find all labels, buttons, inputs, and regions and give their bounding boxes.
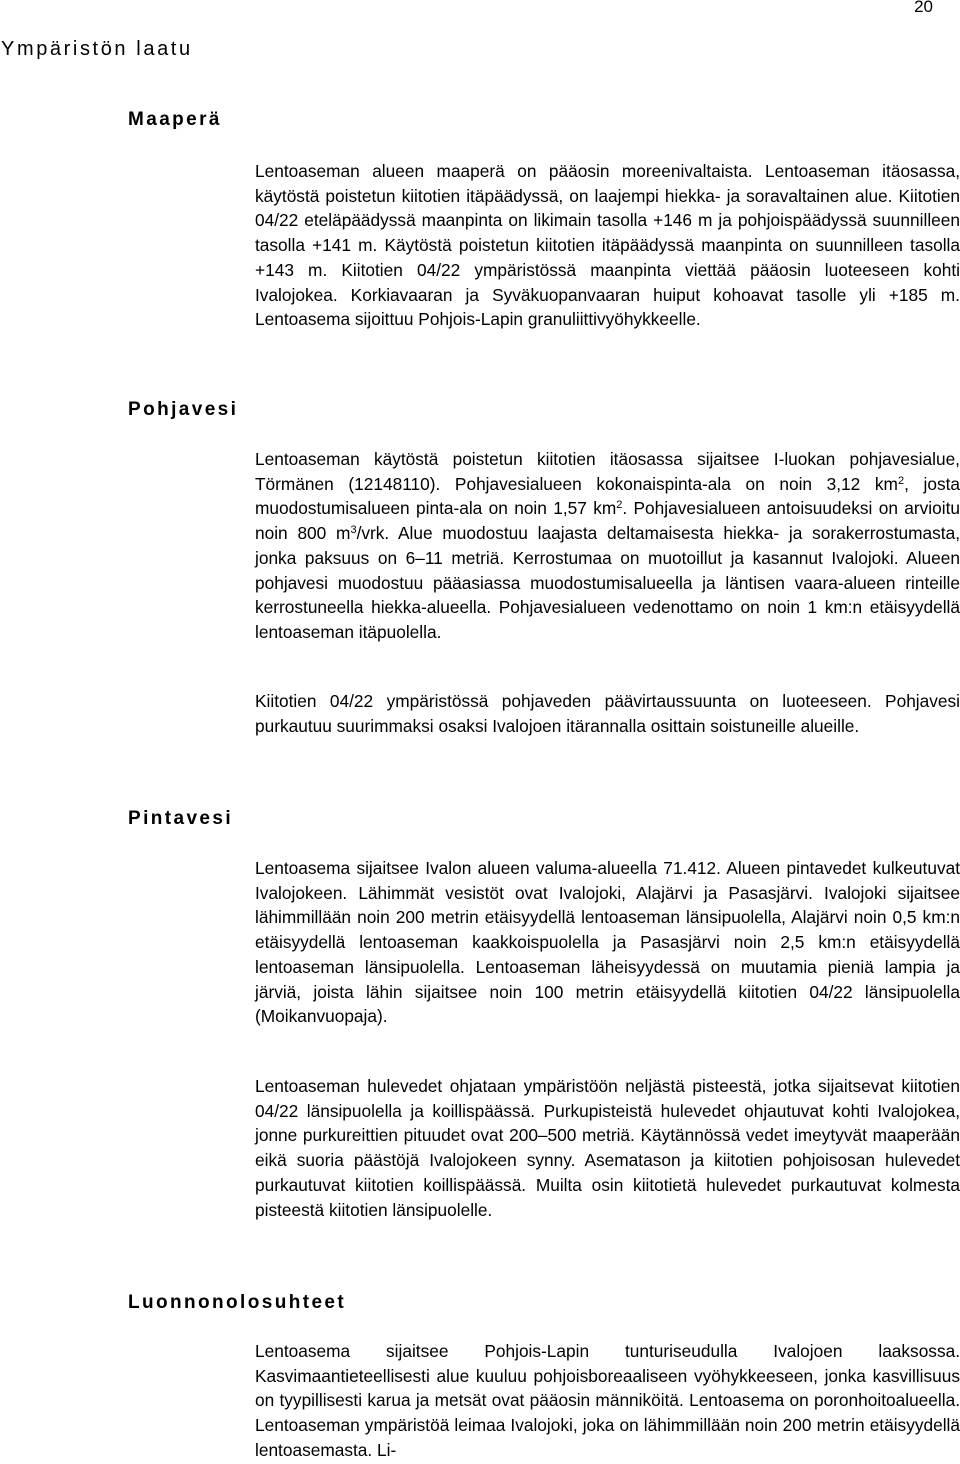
maapera-paragraph-1: Lentoaseman alueen maaperä on pääosin moreenivaltaista. Lentoaseman itäosassa, käytöstä poistetun kiitotien itäpäädyssä, on laajempi hiekka- ja soravaltainen alue. Kiitotien 04/22 eteläpäädyssä maanpinta on likimain tasolla +146 m ja pohjoispäädyssä suunnilleen tasolla +141 m. Käytöstä poistetun kiitotien itäpäädyssä maanpinta on suunnilleen tasolla +143 m. Kiitotien 04/22 ympäristössä maanpinta viettää pääosin luoteeseen kohti Ivalojokea. Korkiavaaran ja Syväkuopanvaaran huiput kohoavat tasolle yli +185 m. Lentoasema sijoittuu Pohjois-Lapin granuliittivyöhykkeelle. — [255, 161, 960, 330]
superscript-volume: 3 — [350, 524, 357, 537]
pintavesi-paragraph-1: Lentoasema sijaitsee Ivalon alueen valuma-alueella 71.412. Alueen pintavedet kulkeutuvat Ivalojokeen. Lähimmät vesistöt ovat Ivalojoki, Alajärvi ja Pasasjärvi. Ivalojoki sijaitsee lähimmillään noin 200 metrin etäisyydellä lentoaseman länsipuolella, Alajärvi noin 0,5 km:n etäisyydellä lentoaseman kaakkoispuolella ja Pasasjärvi noin 2,5 km:n etäisyydellä lentoaseman länsipuolella. Lentoaseman läheisyydessä on muutamia pieniä lampia ja järviä, joista lähin sijaitsee noin 100 metrin etäisyydellä kiitotien 04/22 länsipuolella (Moikanvuopaja). — [255, 858, 960, 1027]
section-heading-pohjavesi: Pohjavesi — [128, 399, 239, 420]
pohjavesi-p1-part-b: , josta muodostumisalueen pinta-ala on noin 1,57 km — [255, 473, 960, 519]
luonnonolosuhteet-paragraph-1: Lentoasema sijaitsee Pohjois-Lapin tunturiseudulla Ivalojoen laaksossa. Kasvimaantieteellisesti alue kuuluu pohjoisboreaaliseen vyöhykkeeseen, jonka kasvillisuus on tyypillisesti karua ja metsät ovat pääosin männiköitä. Lentoasema on poronhoitoalueella. Lentoaseman ympäristöä leimaa Ivalojoki, joka on lähimmillään noin 200 metrin etäisyydellä lentoasemasta. Li- — [255, 1341, 960, 1460]
pohjavesi-paragraph-2: Kiitotien 04/22 ympäristössä pohjaveden päävirtaussuunta on luoteeseen. Pohjavesi purkautuu suurimmaksi osaksi Ivalojoen itärannalla osittain soistuneille alueille. — [255, 691, 960, 736]
pohjavesi-paragraph-1 — [255, 447, 960, 645]
page-number: 20 — [914, 0, 933, 16]
pohjavesi-p1-part-a: Lentoaseman käytöstä poistetun kiitotien itäosassa sijaitsee I-luokan pohjavesialue, Törmänen (12148110). Pohjavesialueen kokonaispinta-ala on noin 3,12 km — [255, 449, 960, 494]
pohjavesi-p1-part-d: /vrk. Alue muodostuu laajasta deltamaisesta hiekka- ja sorakerrostumasta, jonka paksuus on 6–11 metriä. Kerrostumaa on muotoillut ja kasannut Ivalojoki. Alueen pohjavesi muodostuu pääasiassa muodostumisalueella ja läntisen vaara-alueen rinteille kerrostuneella hiekka-alueella. Pohjavesialueen vedenottamo on noin 1 km:n etäisyydellä lentoaseman itäpuolella. — [255, 523, 960, 642]
section-heading-maapera: Maaperä — [128, 109, 222, 130]
section-heading-luonnonolosuhteet: Luonnonolosuhteet — [128, 1292, 347, 1313]
pohjavesi-p1-part-c: . Pohjavesialueen antoisuudeksi on arvioitu noin 800 m — [255, 498, 960, 544]
superscript-area-2: 2 — [616, 499, 623, 512]
pintavesi-paragraph-2: Lentoaseman hulevedet ohjataan ympäristöön neljästä pisteestä, jotka sijaitsevat kiitotien 04/22 länsipuolella ja koillispäässä. Purkupisteistä hulevedet ohjautuvat kohti Ivalojokea, jonne purkureittien pituudet ovat 200–500 metriä. Käytännössä vedet imeytyvät maaperään eikä suoria päästöjä Ivalojokeen synny. Asematason ja kiitotien pohjoisosan hulevedet purkautuvat kiitotien koillispäässä. Muilta osin kiitotietä hulevedet purkautuvat kolmesta pisteestä kiitotien länsipuolelle. — [255, 1076, 960, 1220]
section-heading-pintavesi: Pintavesi — [128, 808, 234, 829]
chapter-title: Ympäristön laatu — [1, 38, 193, 60]
superscript-area-1: 2 — [897, 474, 905, 487]
